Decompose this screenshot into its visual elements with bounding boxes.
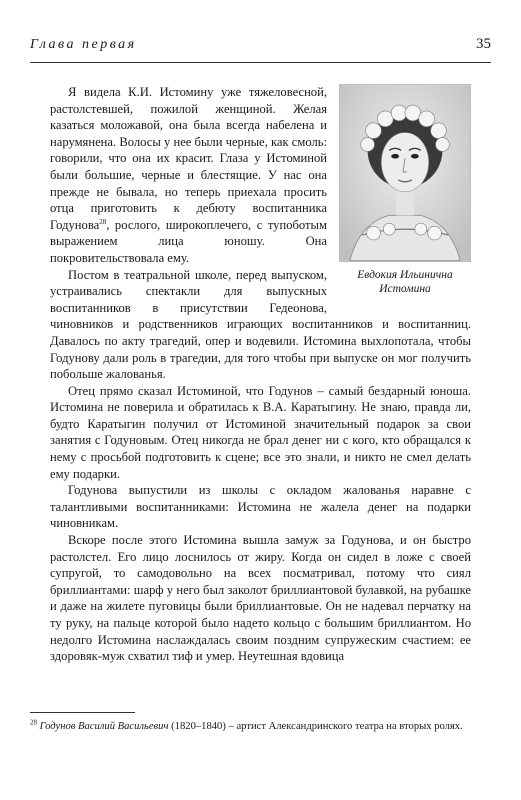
footnote <box>30 720 491 734</box>
caption-line: Истомина <box>379 283 431 295</box>
footnote-number: 28 <box>30 718 37 727</box>
paragraph: Годунова выпустили из школы с окладом жалованья наравне с талантливыми воспитанниками: Истомина не жалела денег на подарки чиновникам. <box>50 483 471 531</box>
portrait-image <box>339 84 471 262</box>
caption-line: Евдокия Ильинична <box>357 269 453 281</box>
header-rule <box>30 62 491 63</box>
running-header <box>30 36 491 53</box>
chapter-title: Глава первая <box>30 37 137 52</box>
paragraph: Постом в театральной школе, перед выпуском, устраивались спектакли для выпускных воспитанников в присутствии Гедеонова, чиновников и родственников играющих воспитанников и воспитанниц. Давалось по акту трагедий, опер и водевили. Истомина выхлопотала, чтобы Годунову дали роль в трагедии, для того чтобы при выпуске он мог получить побольше жалованья. <box>50 267 471 382</box>
footnote-text: (1820–1840) – артист Александринского театра на вторых ролях. <box>168 721 463 732</box>
footnote-marker[interactable]: 28 <box>99 217 107 226</box>
body-text <box>50 84 471 665</box>
paragraph-text: , рослого, широкоплечего, с тупоботым выражением лица юношу. Она покровительствовала ему. <box>50 217 327 265</box>
portrait-figure <box>339 84 471 296</box>
footnote-rule <box>30 712 135 713</box>
paragraph-text: Я видела К.И. Истомину уже тяжеловесной, растолстевшей, пожилой женщиной. Желая казаться моложавой, она была всегда набелена и нарумянена. Волосы у нее были черные, как смоль: говорили, что она их красит. Глаза у Истоминой были большие, черные и блестящие. У нас она прежде не бывала, но теперь приехала просить отца приготовить к дебюту воспитанника Годунова <box>50 85 327 232</box>
paragraph: Вскоре после этого Истомина вышла замуж за Годунова, и он быстро растолстел. Его лицо лоснилось от жиру. Когда он сидел в ложе с своей супругой, то самодовольно на всех посматривал, потому что сиял бриллиантами: шарф у него был заколот бриллиантовой булавкой, на рубашке и даже на жилете пуговицы были бриллиантовые. Он не надевал перчатку на ту руку, на пальце которой было надето кольцо с большим бриллиантом. Но недолго Истомина наслаждалась своим поздним супружеским счастием: ее здоровяк-муж схватил тиф и умер. Неутешная вдовица <box>50 533 471 664</box>
page-number: 35 <box>476 36 491 52</box>
paragraph: Отец прямо сказал Истоминой, что Годунов – самый бездарный юноша. Истомина не поверила и обратилась к В.А. Каратыгину. Не знаю, правда ли, будто Каратыгин получил от Истоминой значительный подарок за свои занятия с Годуновым. Отец никогда не брал денег ни с кого, кто обращался к нему с просьбой подготовить к сцене; все это знали, и никто не смел делать ему подарки. <box>50 383 471 481</box>
footnote-name: Годунов Василий Васильевич <box>39 721 169 732</box>
portrait-caption <box>339 268 471 296</box>
